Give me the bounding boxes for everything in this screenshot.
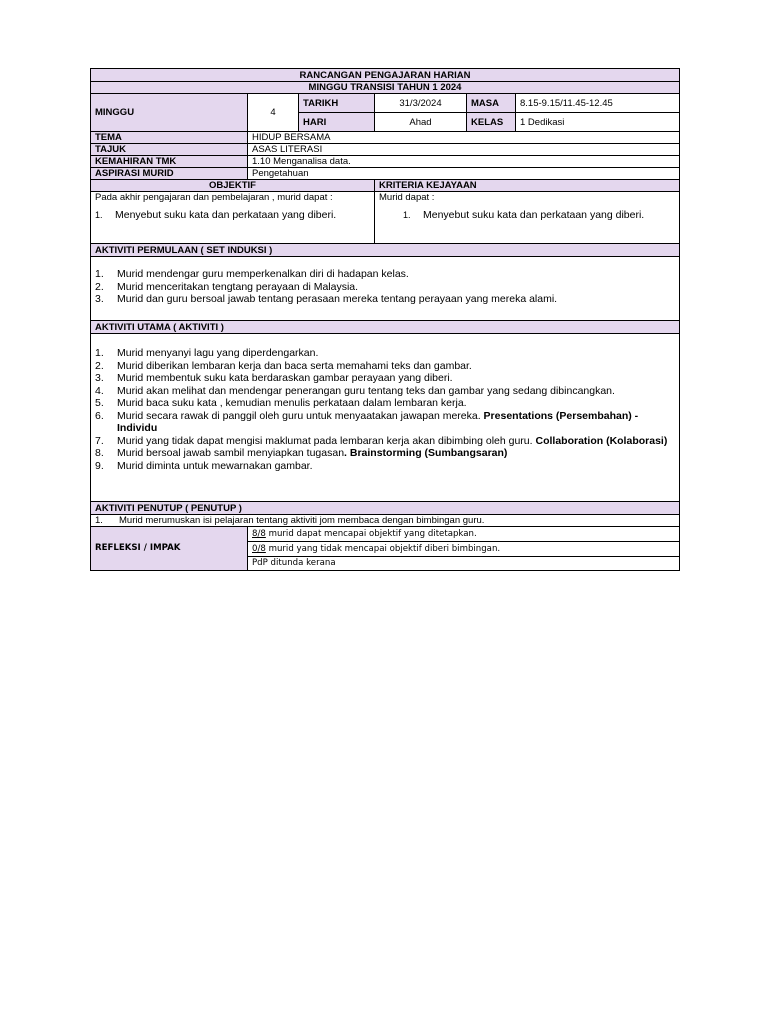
document-title: RANCANGAN PENGAJARAN HARIAN <box>91 69 680 82</box>
kriteria-list <box>379 210 675 221</box>
item-text <box>117 347 318 360</box>
kelas-label: KELAS <box>467 113 516 132</box>
item-plain-text: Murid menceritakan tengtang perayaan di Malaysia. <box>117 280 359 293</box>
hari-value: Ahad <box>375 113 467 132</box>
list-item <box>95 515 675 526</box>
permulaan-header: AKTIVITI PERMULAAN ( SET INDUKSI ) <box>91 244 680 257</box>
list-item <box>403 210 675 221</box>
list-item <box>95 372 675 385</box>
tarikh-value: 31/3/2024 <box>375 94 467 113</box>
tajuk-value: ASAS LITERASI <box>248 144 680 156</box>
not-achieved-fraction: 0/8 <box>252 543 266 554</box>
objektif-list <box>95 210 370 221</box>
item-text <box>117 281 358 294</box>
kemahiran-tmk-value: 1.10 Menganalisa data. <box>248 156 680 168</box>
item-plain-text: Murid bersoal jawab sambil menyiapkan tugasan <box>117 447 345 459</box>
item-number: 8. <box>95 447 104 459</box>
item-plain-text: Murid yang tidak dapat mengisi maklumat pada lembaran kerja akan dibimbing oleh guru. <box>117 434 536 447</box>
item-plain-text: Murid akan melihat dan mendengar penerangan guru tentang teks dan gambar yang sedang dibincangkan. <box>117 384 615 397</box>
list-item <box>95 360 675 373</box>
hari-label: HARI <box>299 113 375 132</box>
refleksi-label: REFLEKSI / IMPAK <box>91 527 248 571</box>
item-text <box>117 372 453 385</box>
item-plain-text: Murid membentuk suku kata berdaraskan gambar perayaan yang diberi. <box>117 372 453 384</box>
objektif-header: OBJEKTIF <box>91 180 375 192</box>
document-subtitle: MINGGU TRANSISI TAHUN 1 2024 <box>91 82 680 94</box>
tema-label: TEMA <box>91 132 248 144</box>
kriteria-intro: Murid dapat : <box>379 192 435 203</box>
kriteria-header: KRITERIA KEJAYAAN <box>375 180 680 192</box>
item-plain-text: Murid dan guru bersoal jawab tentang perasaan mereka tentang perayaan yang mereka alami. <box>117 293 558 305</box>
kemahiran-tmk-label: KEMAHIRAN TMK <box>91 156 248 168</box>
item-text <box>117 435 667 448</box>
list-item <box>95 385 675 398</box>
penutup-header: AKTIVITI PENUTUP ( PENUTUP ) <box>91 502 680 515</box>
tema-value: HIDUP BERSAMA <box>248 132 680 144</box>
utama-cell <box>91 334 680 502</box>
minggu-label: MINGGU <box>91 94 248 132</box>
objektif-intro: Pada akhir pengajaran dan pembelajaran , murid dapat : <box>95 192 333 203</box>
objektif-cell <box>91 192 375 244</box>
item-text: Murid merumuskan isi pelajaran tentang aktiviti jom membaca dengan bimbingan guru. <box>119 515 485 526</box>
list-item <box>95 293 675 306</box>
item-number: 9. <box>95 459 104 472</box>
penutup-list <box>95 515 675 526</box>
list-item <box>95 397 675 410</box>
item-number: 5. <box>95 397 104 409</box>
achieved-fraction: 8/8 <box>252 528 266 539</box>
list-item <box>95 447 675 460</box>
item-number: 3. <box>95 372 104 384</box>
item-bold-text: Collaboration (Kolaborasi) <box>535 434 668 447</box>
permulaan-list <box>95 268 675 306</box>
penutup-cell <box>91 515 680 527</box>
item-text <box>117 385 615 398</box>
refleksi-line-1 <box>248 527 680 542</box>
item-number: 3. <box>95 293 104 305</box>
masa-label: MASA <box>467 94 516 113</box>
lesson-plan-table <box>90 68 680 571</box>
tarikh-label: TARIKH <box>299 94 375 113</box>
utama-header: AKTIVITI UTAMA ( AKTIVITI ) <box>91 321 680 334</box>
item-text <box>117 460 313 473</box>
aspirasi-murid-value: Pengetahuan <box>248 168 680 180</box>
tajuk-label: TAJUK <box>91 144 248 156</box>
item-number: 1. <box>95 347 104 359</box>
item-number: 1. <box>403 210 411 220</box>
item-text: Menyebut suku kata dan perkataan yang diberi. <box>423 209 645 221</box>
list-item <box>95 410 675 435</box>
item-text <box>117 268 409 281</box>
item-number: 1. <box>95 210 103 220</box>
item-text <box>117 410 675 435</box>
item-number: 1. <box>95 515 103 526</box>
item-number: 2. <box>95 359 104 372</box>
list-item <box>95 460 675 473</box>
achieved-text: murid dapat mencapai objektif yang ditetapkan. <box>265 528 477 539</box>
item-number: 7. <box>95 434 104 447</box>
list-item <box>95 210 370 221</box>
list-item <box>95 435 675 448</box>
item-bold-text: . Brainstorming (Sumbangsaran) <box>344 447 508 459</box>
minggu-value: 4 <box>248 94 299 132</box>
item-number: 4. <box>95 384 104 397</box>
item-plain-text: Murid menyanyi lagu yang diperdengarkan. <box>117 347 319 359</box>
item-plain-text: Murid baca suku kata , kemudian menulis perkataan dalam lembaran kerja. <box>117 397 467 409</box>
refleksi-line-2 <box>248 542 680 557</box>
item-text <box>117 397 467 410</box>
kelas-value: 1 Dedikasi <box>516 113 680 132</box>
not-achieved-text: murid yang tidak mencapai objektif diberi bimbingan. <box>265 543 501 554</box>
item-text: Menyebut suku kata dan perkataan yang diberi. <box>115 209 337 221</box>
item-plain-text: Murid diberikan lembaran kerja dan baca serta memahami teks dan gambar. <box>117 359 472 372</box>
list-item <box>95 281 675 294</box>
masa-value: 8.15-9.15/11.45-12.45 <box>516 94 680 113</box>
item-plain-text: Murid mendengar guru memperkenalkan diri di hadapan kelas. <box>117 268 409 280</box>
permulaan-cell <box>91 257 680 321</box>
item-number: 1. <box>95 268 104 280</box>
item-text <box>117 360 472 373</box>
aspirasi-murid-label: ASPIRASI MURID <box>91 168 248 180</box>
list-item <box>95 268 675 281</box>
item-plain-text: Murid secara rawak di panggil oleh guru untuk menyaatakan jawapan mereka. <box>117 409 484 422</box>
item-text <box>117 293 557 306</box>
item-number: 2. <box>95 280 104 293</box>
list-item <box>95 347 675 360</box>
item-text <box>117 447 507 460</box>
refleksi-line-3: PdP ditunda kerana <box>248 557 680 571</box>
item-number: 6. <box>95 409 104 422</box>
kriteria-cell <box>375 192 680 244</box>
item-plain-text: Murid diminta untuk mewarnakan gambar. <box>117 459 313 472</box>
item-bold-text: Presentations (Persembahan) - Individu <box>117 409 639 434</box>
utama-list <box>95 347 675 472</box>
